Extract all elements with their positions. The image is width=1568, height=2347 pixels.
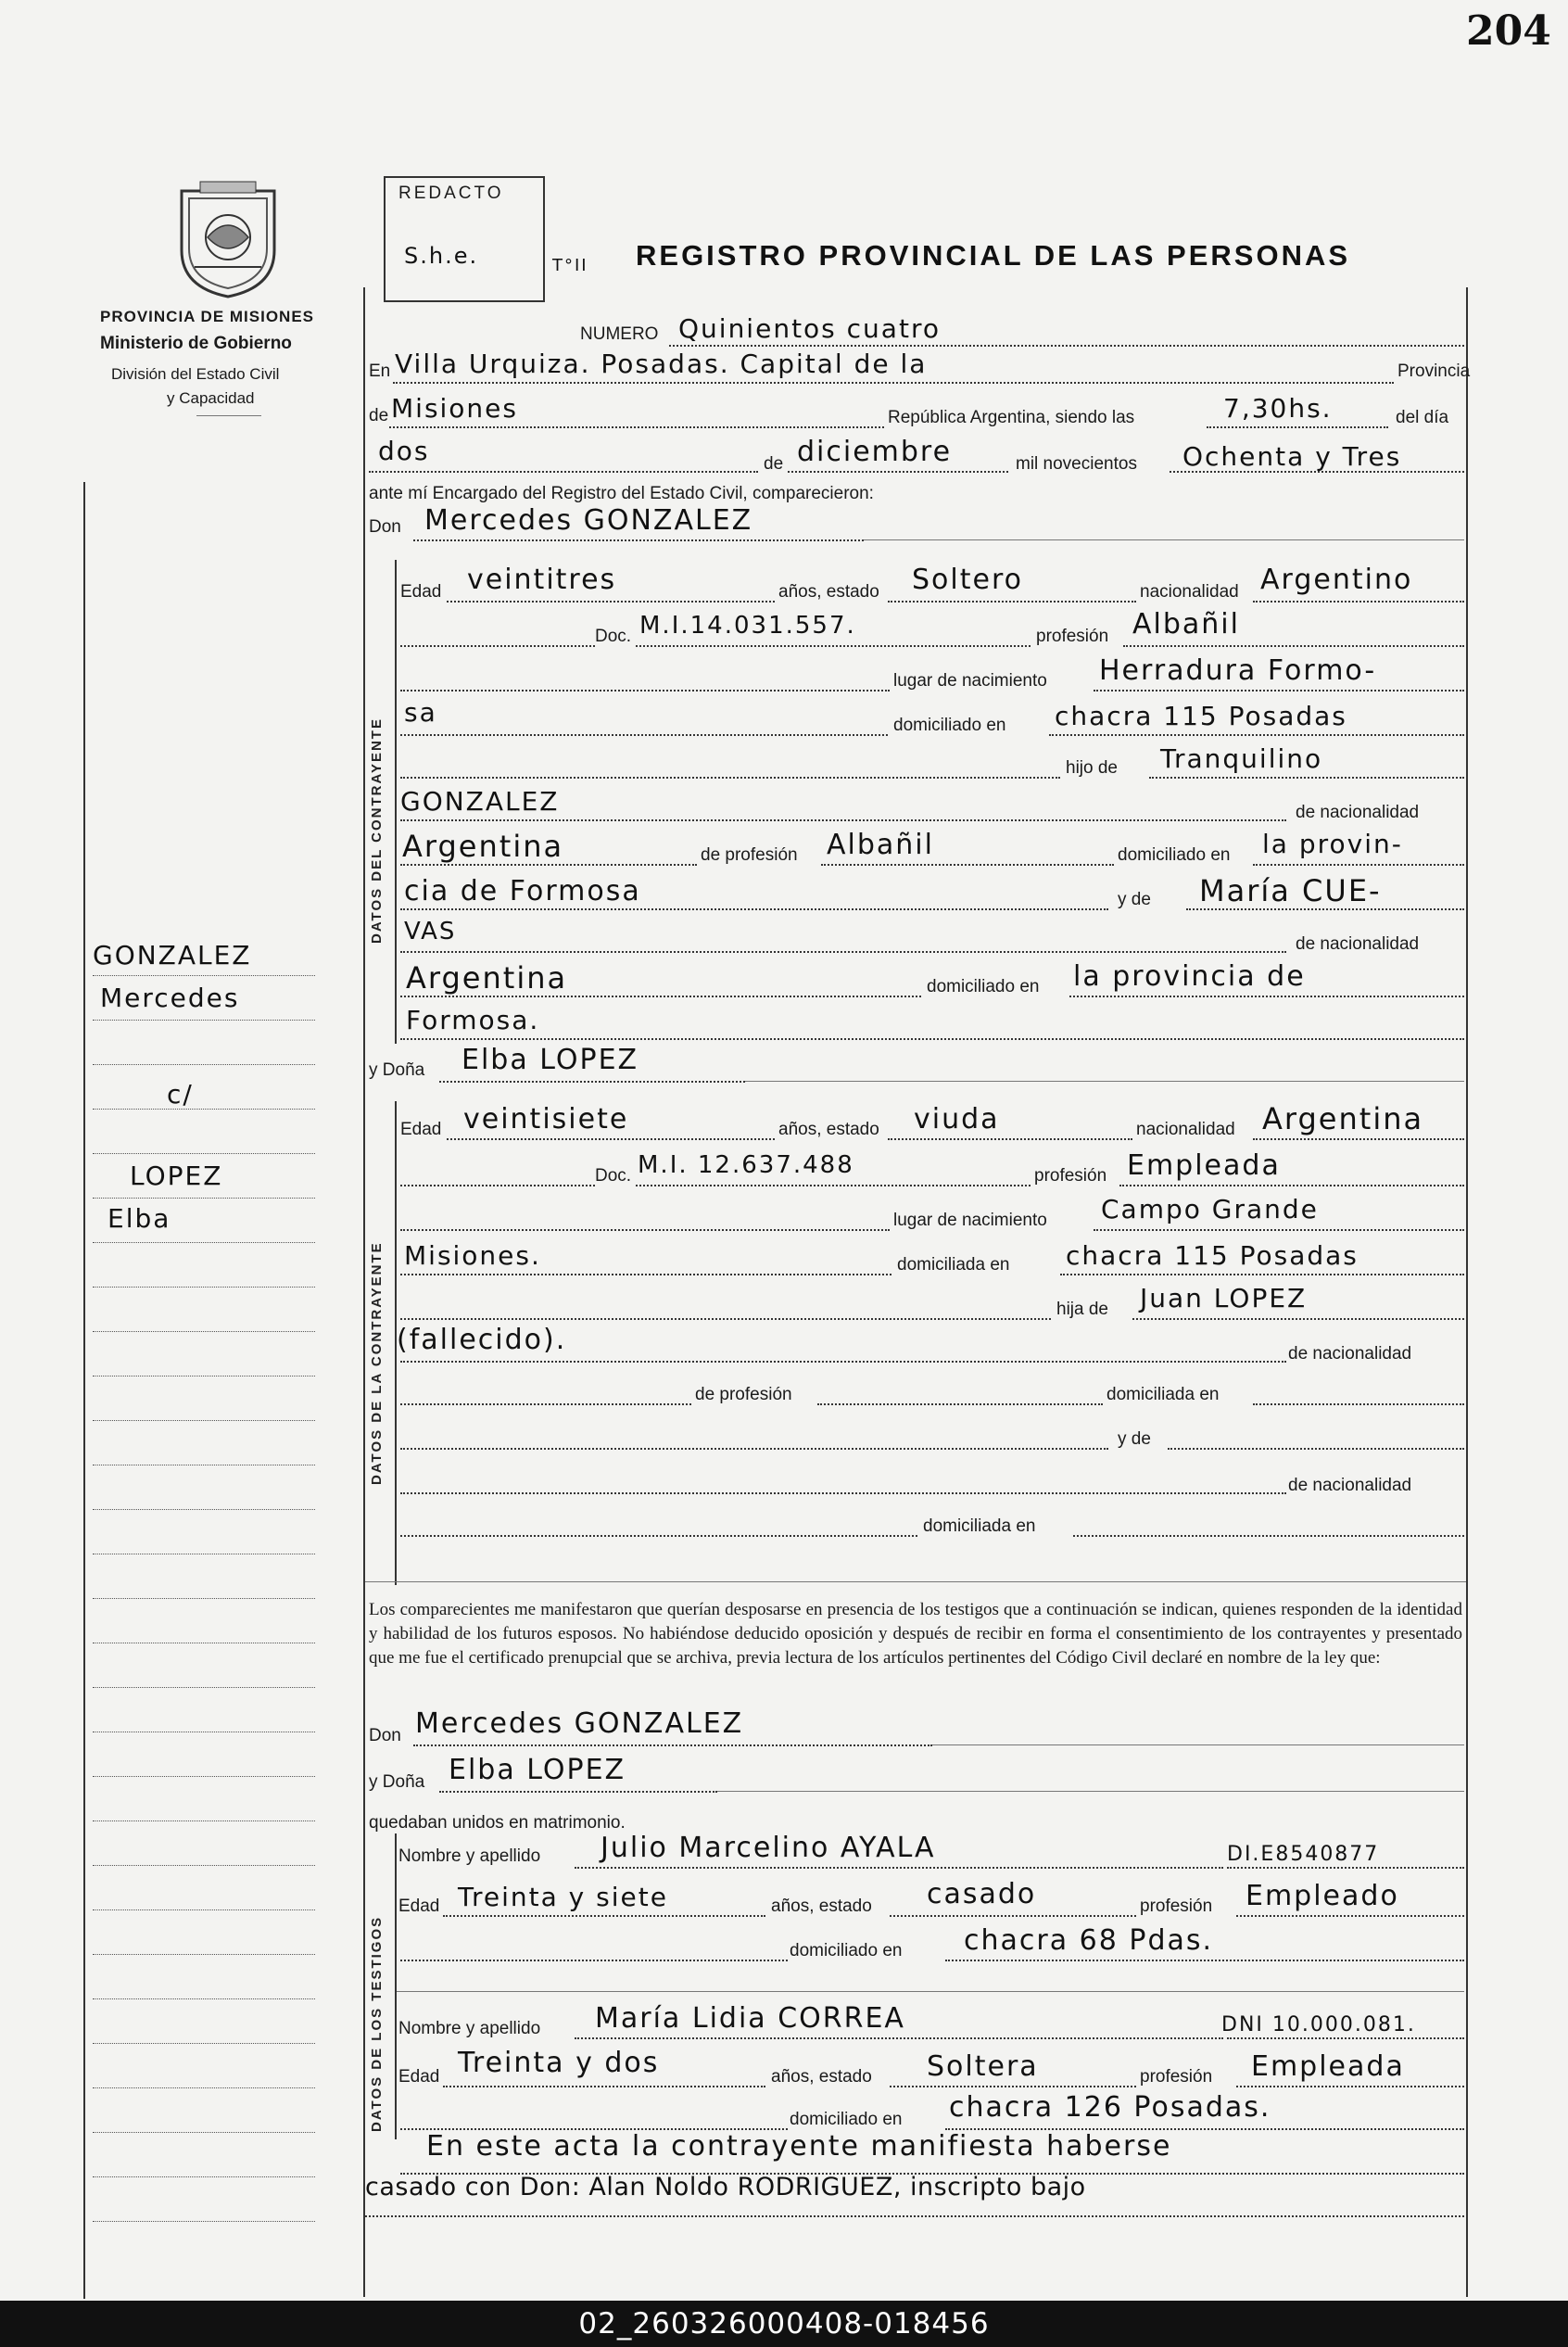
t2-edad-value: Treinta y dos	[458, 2047, 660, 2079]
margin-note-line-2: Mercedes	[100, 983, 240, 1013]
margin-ruling-line	[93, 1909, 315, 1910]
t1-profesion-label: profesión	[1140, 1897, 1213, 1916]
c-madre-dom-value2: Formosa.	[406, 1005, 540, 1035]
c-padre-prof-line	[821, 864, 1114, 866]
c-madre-dom-line	[1069, 996, 1464, 997]
f-doc-value: M.I. 12.637.488	[638, 1151, 854, 1179]
margin-ruling-line	[93, 1331, 315, 1332]
c-y-de-label: y de	[1118, 890, 1151, 909]
margin-note-line-5: Elba	[107, 1203, 171, 1234]
c-nacionalidad-value: Argentino	[1260, 564, 1413, 596]
note-line-2-rule	[365, 2215, 1464, 2217]
f-estado-line	[888, 1138, 1132, 1140]
c-madre-nac-value: Argentina	[406, 960, 568, 996]
decl-dona-line	[439, 1791, 717, 1793]
t2-estado-value: Soltera	[927, 2050, 1039, 2083]
document-title: REGISTRO PROVINCIAL DE LAS PERSONAS	[636, 239, 1351, 272]
mes-line	[788, 471, 1008, 473]
hora-value: 7,30hs.	[1223, 393, 1333, 424]
page-number: 204	[1466, 7, 1551, 55]
t1-nombre-value: Julio Marcelino AYALA	[601, 1832, 936, 1864]
f-lugar-line	[1094, 1229, 1464, 1231]
c-padre-nac-value: Argentina	[402, 829, 564, 864]
t2-dom-value: chacra 126 Posadas.	[949, 2091, 1271, 2124]
margin-ruling-line	[93, 1954, 315, 1955]
t2-doc-line	[1227, 2037, 1464, 2039]
dona-rule	[745, 1081, 1464, 1082]
f-de-profesion-label: de profesión	[695, 1385, 792, 1404]
margin-ruling-line	[93, 1998, 315, 1999]
c-padre-value1: Tranquilino	[1160, 743, 1323, 774]
c-lugar-label: lugar de nacimiento	[893, 671, 1047, 691]
c-domiciliado-en-label: domiciliado en	[1118, 845, 1231, 865]
c-profesion-line	[1123, 645, 1464, 647]
margin-ruling-line	[93, 975, 315, 976]
f-anios-label: años, estado	[778, 1120, 879, 1139]
republica-label: República Argentina, siendo las	[888, 408, 1135, 427]
t2-estado-line	[890, 2086, 1136, 2087]
c-lugar2-line	[400, 734, 888, 736]
f-de-nacionalidad-label-2: de nacionalidad	[1288, 1476, 1412, 1495]
margin-ruling-line	[93, 2132, 315, 2133]
margin-ruling-line	[93, 1865, 315, 1866]
testigos-bracket	[395, 1833, 397, 2139]
margin-note-line-1: GONZALEZ	[93, 940, 252, 971]
form-right-border	[1466, 287, 1468, 2297]
mil-label: mil novecientos	[1016, 454, 1137, 474]
f-madre-dom-line	[1073, 1535, 1464, 1537]
t1-dom-value: chacra 68 Pdas.	[964, 1924, 1214, 1957]
anio-value: Ochenta y Tres	[1182, 441, 1402, 472]
c-edad-value: veintitres	[467, 564, 617, 596]
decl-dona-rule	[717, 1791, 1464, 1792]
c-lugar-value1: Herradura Formo-	[1099, 654, 1377, 687]
en-line	[393, 382, 1394, 384]
margin-ruling-line	[93, 1598, 315, 1599]
c-profesion-label: profesión	[1036, 627, 1109, 646]
c-doc-line	[636, 645, 1031, 647]
margin-ruling-line	[93, 1064, 315, 1065]
c-doc-value: M.I.14.031.557.	[639, 612, 856, 640]
unidos-text: quedaban unidos en matrimonio.	[369, 1813, 626, 1833]
numero-value: Quinientos cuatro	[678, 313, 941, 344]
t1-edad-line	[443, 1915, 765, 1917]
f-nac-pre-line	[400, 1403, 691, 1405]
f-profesion-label: profesión	[1034, 1166, 1107, 1186]
de-label: de	[369, 406, 389, 425]
f-doc-line	[636, 1185, 1031, 1186]
f-lugar-label: lugar de nacimiento	[893, 1211, 1047, 1230]
c-padre-line	[1149, 777, 1464, 779]
c-estado-value: Soltero	[912, 564, 1023, 596]
c-domiciliado-label2: domiciliado en	[927, 977, 1040, 996]
ante-text: ante mí Encargado del Registro del Estado Civil, comparecieron:	[369, 484, 874, 503]
f-domicilio-line	[1060, 1274, 1464, 1275]
tomo-mark: T°II	[552, 256, 588, 275]
t1-dom-label: domiciliado en	[790, 1941, 903, 1960]
footer-id-bar	[0, 2301, 1568, 2347]
c-domicilio-line	[1049, 734, 1464, 736]
form-left-border	[363, 287, 365, 2297]
c-madre-line	[1186, 908, 1464, 910]
margin-note-line-3: c/	[167, 1079, 194, 1110]
t2-nombre-line	[575, 2037, 1223, 2039]
margin-ruling-line	[93, 1198, 315, 1199]
c-profesion-value: Albañil	[1132, 608, 1240, 641]
c-padre-dom-line	[1253, 864, 1464, 866]
f-edad-label: Edad	[400, 1120, 442, 1139]
margin-ruling-line	[93, 2176, 315, 2177]
margin-ruling-line	[93, 1420, 315, 1421]
f-madre-line	[1168, 1448, 1464, 1450]
c-padre2-line	[400, 819, 1286, 821]
c-madre-dom-value1: la provincia de	[1073, 960, 1306, 993]
f-domiciliada-label2: domiciliada en	[923, 1516, 1036, 1536]
decl-don-rule	[932, 1744, 1464, 1745]
c-lugar-value2: sa	[404, 697, 437, 728]
c-hijo-label: hijo de	[1066, 758, 1118, 778]
f-yde-pre-line	[400, 1448, 1108, 1450]
note-line-2: casado con Don: Alan Noldo RODRIGUEZ, inscripto bajo	[365, 2173, 1086, 2201]
margin-ruling-line	[93, 2043, 315, 2044]
c-nacionalidad-label: nacionalidad	[1140, 582, 1239, 602]
f-padre2-line	[400, 1361, 1286, 1363]
c-padre-nac-line	[400, 864, 697, 866]
f-lugar-pre-line	[400, 1229, 890, 1231]
numero-line	[669, 345, 1464, 347]
f-hija-pre-line	[400, 1318, 1051, 1320]
f-doc-label: Doc.	[595, 1166, 632, 1186]
margin-ruling-line	[93, 2221, 315, 2222]
decl-dona-label: y Doña	[369, 1772, 425, 1792]
don-label: Don	[369, 517, 401, 537]
t1-doc-value: DI.E8540877	[1227, 1843, 1380, 1866]
f-domicilio-label: domiciliada en	[897, 1255, 1010, 1275]
c-lugar-pre-line	[400, 690, 890, 691]
t2-profesion-label: profesión	[1140, 2067, 1213, 2087]
c-madre-value2: VAS	[404, 918, 457, 945]
f-madre-dom-pre-line	[400, 1535, 917, 1537]
c-padre-dom-value1: la provin-	[1262, 829, 1403, 859]
mes-value: diciembre	[797, 436, 953, 468]
t2-dom-label: domiciliado en	[790, 2110, 903, 2129]
dia-value: dos	[378, 436, 430, 466]
c-edad-label: Edad	[400, 582, 442, 602]
f-profesion-value: Empleada	[1127, 1149, 1281, 1182]
dona-label: y Doña	[369, 1060, 425, 1080]
decl-don-label: Don	[369, 1726, 401, 1745]
don-line	[413, 539, 864, 541]
t1-dom-line	[945, 1960, 1464, 1961]
hora-line	[1207, 426, 1388, 428]
c-anios-label: años, estado	[778, 582, 879, 602]
f-y-de-label: y de	[1118, 1429, 1151, 1449]
anio-line	[1170, 471, 1464, 473]
margin-ruling-line	[93, 1109, 315, 1110]
margin-ruling-line	[93, 1242, 315, 1243]
t2-anios-label: años, estado	[771, 2067, 872, 2087]
letterhead-underline	[196, 415, 261, 416]
provincia-label: Provincia	[1397, 362, 1471, 381]
f-de-nacionalidad-label: de nacionalidad	[1288, 1344, 1412, 1364]
c-padre-dom-value2: cia de Formosa	[404, 875, 641, 907]
t2-profesion-line	[1236, 2086, 1464, 2087]
f-nacionalidad-line	[1253, 1138, 1464, 1140]
margin-ruling-line	[93, 1687, 315, 1688]
c-de-profesion-label: de profesión	[701, 845, 798, 865]
de-value: Misiones	[391, 393, 518, 424]
f-doc-pre-line	[400, 1185, 595, 1186]
seal-emblem-icon	[172, 178, 284, 300]
don-rule	[864, 539, 1464, 540]
letterhead-division: División del Estado Civil	[111, 365, 280, 383]
t1-nombre-line	[575, 1867, 1223, 1869]
margin-ruling-line	[93, 1287, 315, 1288]
c-madre-nac-line	[400, 996, 921, 997]
c-estado-line	[888, 601, 1136, 603]
dona-value: Elba LOPEZ	[462, 1044, 639, 1076]
c-edad-line	[447, 601, 775, 603]
t2-profesion-value: Empleada	[1251, 2050, 1405, 2083]
f-lugar2-line	[400, 1274, 891, 1275]
c-padre-dom2-line	[400, 908, 1108, 910]
c-padre-value2: GONZALEZ	[400, 786, 560, 817]
testigos-divider	[397, 1991, 1464, 1992]
c-doc-pre-line	[400, 645, 595, 647]
contrayente-section-label: DATOS DEL CONTRAYENTE	[369, 717, 385, 944]
margin-ruling-line	[93, 1776, 315, 1777]
contrayenta-section-label: DATOS DE LA CONTRAYENTE	[369, 1241, 385, 1485]
f-nacionalidad-label: nacionalidad	[1136, 1120, 1235, 1139]
margin-ruling-line	[93, 1153, 315, 1154]
en-value: Villa Urquiza. Posadas. Capital de la	[395, 349, 928, 379]
t2-edad-label: Edad	[398, 2067, 440, 2087]
decl-don-line	[413, 1744, 932, 1746]
f-madre2-line	[400, 1492, 1286, 1494]
declaration-paragraph: Los comparecientes me manifestaron que querían desposarse en presencia de los testigos que a continuación se indican, quienes responden de la identidad y habilidad de los futuros esposos. No habiéndose deducido oposición y después de recibir en forma el consentimiento de los contrayentes y presentado que me fue el certificado prenupcial que se archiva, previa lectura de los artículos pertinentes del Código Civil declaré en nombre de la ley que:	[369, 1600, 1462, 1668]
c-madre2-line	[400, 951, 1286, 953]
f-nacionalidad-value: Argentina	[1262, 1101, 1424, 1136]
dona-line	[439, 1081, 745, 1083]
c-lugar-line	[1094, 690, 1464, 691]
t2-nombre-label: Nombre y apellido	[398, 2019, 541, 2038]
c-padre-prof-value: Albañil	[827, 829, 934, 861]
t2-nombre-value: María Lidia CORREA	[595, 2002, 905, 2035]
t2-edad-line	[443, 2086, 765, 2087]
letterhead-ministry: Ministerio de Gobierno	[100, 334, 292, 353]
c-hijo-pre-line	[400, 777, 1060, 779]
f-profesion-line	[1119, 1185, 1464, 1186]
f-padre-line	[1132, 1318, 1464, 1320]
margin-ruling-line	[93, 1509, 315, 1510]
t1-estado-value: casado	[927, 1878, 1037, 1910]
letterhead-province: PROVINCIA DE MISIONES	[100, 308, 315, 325]
decl-dona-value: Elba LOPEZ	[449, 1754, 626, 1786]
f-edad-value: veintisiete	[463, 1103, 629, 1135]
f-padre-value: Juan LOPEZ	[1140, 1283, 1308, 1313]
f-lugar-value1: Campo Grande	[1101, 1194, 1319, 1224]
c-domicilio-value: chacra 115 Posadas	[1055, 701, 1347, 731]
numero-label: NUMERO	[580, 324, 659, 344]
t1-doc-line	[1227, 1867, 1464, 1869]
section-divider	[365, 1581, 1466, 1582]
redacto-value: S.h.e.	[404, 243, 479, 269]
f-hija-label: hija de	[1056, 1300, 1108, 1319]
c-nacionalidad-line	[1253, 601, 1464, 603]
t1-dom-pre-line	[400, 1960, 788, 1961]
don-value: Mercedes GONZALEZ	[424, 504, 753, 537]
margin-ruling-line	[93, 1020, 315, 1021]
f-lugar-value2: Misiones.	[404, 1240, 541, 1271]
c-madre-value1: María CUE-	[1199, 873, 1382, 908]
note-line-1: En este acta la contrayente manifiesta haberse	[426, 2130, 1172, 2163]
f-padre-value2: (fallecido).	[397, 1324, 567, 1356]
f-estado-value: viuda	[914, 1103, 1000, 1135]
f-edad-line	[447, 1138, 775, 1140]
t1-nombre-label: Nombre y apellido	[398, 1846, 541, 1866]
redacto-label: REDACTO	[398, 184, 504, 203]
c-de-nacionalidad-label-2: de nacionalidad	[1296, 934, 1420, 954]
t1-profesion-line	[1236, 1915, 1464, 1917]
t2-doc-value: DNI 10.000.081.	[1221, 2013, 1416, 2036]
margin-note-line-4: LOPEZ	[130, 1161, 223, 1191]
t1-edad-label: Edad	[398, 1897, 440, 1916]
left-margin-border	[83, 482, 85, 2299]
c-doc-label: Doc.	[595, 627, 632, 646]
del-dia-label: del día	[1396, 408, 1449, 427]
t1-profesion-value: Empleado	[1246, 1880, 1399, 1912]
f-domiciliada-en-label: domiciliada en	[1106, 1385, 1220, 1404]
c-madre-dom2-line	[400, 1038, 1464, 1040]
margin-ruling-line	[93, 2087, 315, 2088]
f-profesion2-line	[817, 1403, 1103, 1405]
de-line	[389, 426, 884, 428]
de2-label: de	[764, 454, 784, 474]
contrayente-bracket	[395, 560, 397, 1044]
footer-id: 02_260326000408-018456	[578, 2307, 990, 2341]
c-de-nacionalidad-label: de nacionalidad	[1296, 803, 1420, 822]
f-domicilio-value: chacra 115 Posadas	[1066, 1240, 1359, 1271]
f-dom2-line	[1253, 1403, 1464, 1405]
c-domicilio-label: domiciliado en	[893, 716, 1006, 735]
dia-line	[369, 471, 758, 473]
t1-edad-value: Treinta y siete	[458, 1882, 668, 1912]
t1-estado-line	[890, 1915, 1136, 1917]
letterhead-division-2: y Capacidad	[167, 389, 255, 407]
testigos-section-label: DATOS DE LOS TESTIGOS	[369, 1915, 385, 2132]
decl-don-value: Mercedes GONZALEZ	[415, 1707, 744, 1740]
t1-anios-label: años, estado	[771, 1897, 872, 1916]
en-label: En	[369, 362, 391, 381]
